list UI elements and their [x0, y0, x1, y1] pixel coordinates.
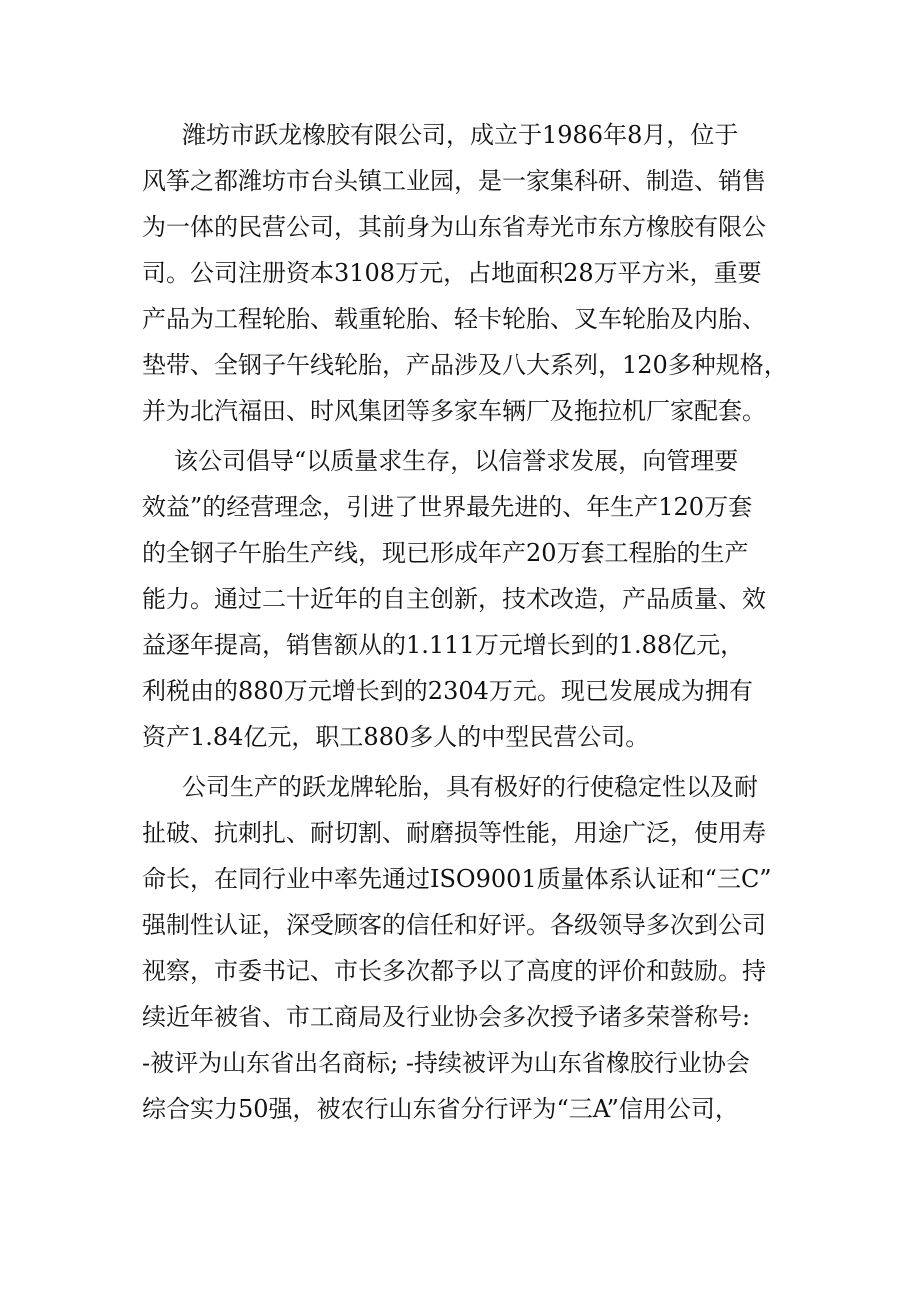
paragraph-line: 为一体的民营公司，其前身为山东省寿光市东方橡胶有限公 — [142, 213, 766, 241]
paragraph-product-honors — [142, 764, 782, 1132]
paragraph-line: 潍坊市跃龙橡胶有限公司，成立于1986年8月，位于 — [182, 121, 739, 149]
paragraph-line: 垫带、全钢子午线轮胎，产品涉及八大系列，120多种规格， — [142, 351, 788, 379]
paragraph-line: 司。公司注册资本3108万元，占地面积28万平方米，重要 — [142, 259, 762, 287]
paragraph-line: 并为北汽福田、时风集团等多家车辆厂及拖拉机厂家配套。 — [142, 397, 766, 425]
paragraph-line: 的全钢子午胎生产线，现已形成年产20万套工程胎的生产 — [142, 539, 749, 567]
paragraph-line: 强制性认证，深受顾客的信任和好评。各级领导多次到公司 — [142, 911, 766, 939]
paragraph-line: 利税由的880万元增长到的2304万元。现已发展成为拥有 — [142, 677, 753, 705]
paragraph-line: 视察，市委书记、市长多次都予以了高度的评价和鼓励。持 — [142, 957, 766, 985]
paragraph-line: 能力。通过二十近年的自主创新，技术改造，产品质量、效 — [142, 585, 766, 613]
paragraph-company-intro — [142, 112, 788, 434]
paragraph-line: 产品为工程轮胎、载重轮胎、轻卡轮胎、叉车轮胎及内胎、 — [142, 305, 766, 333]
paragraph-line: 公司生产的跃龙牌轮胎，具有极好的行使稳定性以及耐 — [182, 773, 758, 801]
paragraph-line: 综合实力50强，被农行山东省分行评为“三A”信用公司， — [142, 1095, 739, 1123]
paragraph-line: 风筝之都潍坊市台头镇工业园，是一家集科研、制造、销售 — [142, 167, 766, 195]
paragraph-business-philosophy — [142, 438, 782, 760]
paragraph-line: 该公司倡导“以质量求生存，以信誉求发展，向管理要 — [174, 447, 739, 475]
paragraph-line: 效益”的经营理念，引进了世界最先进的、年生产120万套 — [142, 493, 753, 521]
paragraph-line: 续近年被省、市工商局及行业协会多次授予诸多荣誉称号: — [142, 1003, 751, 1031]
paragraph-line: 益逐年提高，销售额从的1.111万元增长到的1.88亿元， — [142, 631, 745, 659]
document-body — [142, 112, 788, 1132]
paragraph-line: -被评为山东省出名商标; -持续被评为山东省橡胶行业协会 — [142, 1049, 750, 1077]
paragraph-line: 资产1.84亿元，职工880多人的中型民营公司。 — [142, 723, 650, 751]
paragraph-line: 命长，在同行业中率先通过ISO9001质量体系认证和“三C” — [142, 865, 772, 893]
paragraph-line: 扯破、抗刺扎、耐切割、耐磨损等性能，用途广泛，使用寿 — [142, 819, 766, 847]
